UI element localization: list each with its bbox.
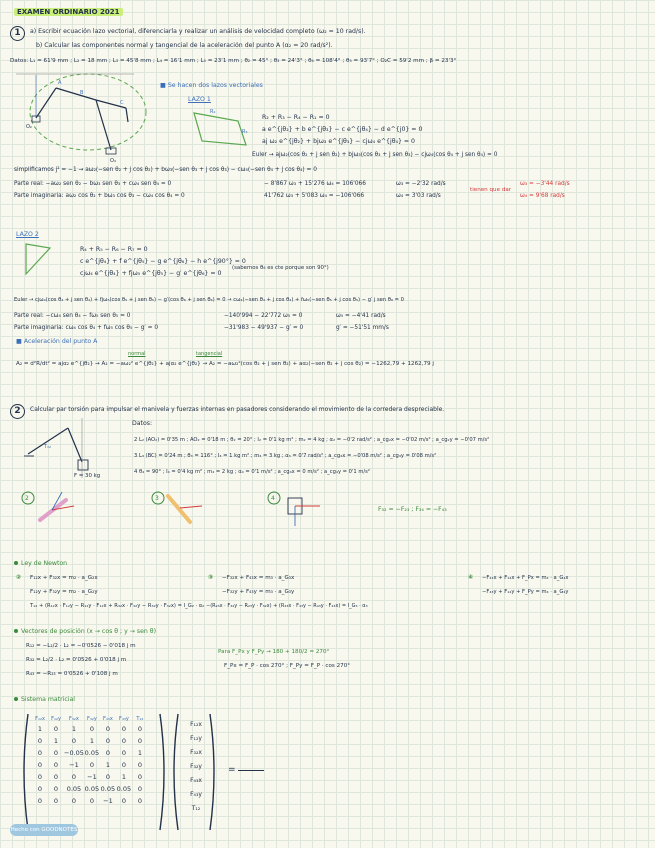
matrix-cell: 0 <box>53 749 59 757</box>
matrix-cell: 0 <box>53 785 59 793</box>
newton-link2-eq-c: T₁₂ + (R₁₂x · F₁₂y − R₁₂y · F₁₂x + R₃₂x · F₃₂y − R₃₂y · F₃₂x) = I_G₂ · α₂ <box>30 603 205 609</box>
unknown-entry: T₁₂ <box>191 805 201 812</box>
matrix-cell: 1 <box>89 737 94 745</box>
lazo2-imag: Parte imaginaria: cω₄ cos θ₄ + fω₅ cos θ₅ − g′ = 0 <box>14 325 159 331</box>
position-bullet <box>14 629 18 633</box>
matrix-equals: = <box>228 765 236 775</box>
matrix-cell: 0 <box>53 773 59 781</box>
matrix-cell: 0 <box>37 797 43 805</box>
newton-link3-eq-b: −F₃₂y + F₄₃y = m₃ · a_G₃y <box>222 589 295 595</box>
matrix-cell: 1 <box>121 773 126 781</box>
lazo1-label: LAZO 1 <box>188 96 211 103</box>
svg-text:C: C <box>120 100 124 106</box>
newton-link3-label: ③ <box>208 574 214 581</box>
matrix-cell: 0 <box>37 737 43 745</box>
lazo2-eq3: cjω₄ e^{jθ₄} + fjω₅ e^{jθ₅} − g′ e^{jθ₆} = 0 <box>80 270 222 277</box>
unknown-entry: F₁₂y <box>190 735 202 742</box>
svg-text:2: 2 <box>25 495 29 502</box>
matrix-cell: 0 <box>37 749 43 757</box>
matrix-header-cell: T₁₂ <box>136 715 144 722</box>
svg-text:A: A <box>58 80 62 86</box>
matrix-cell: 0 <box>137 725 142 733</box>
gprime-result: g′ = −51'51 mm/s <box>336 325 389 331</box>
fbd-link4 <box>266 486 330 530</box>
lazo2-eq2: c e^{jθ₄} + f e^{jθ₅} − g e^{jθ₆} − h e^{j90°} = 0 <box>80 258 246 265</box>
lazo1-eq3: aj ω₂ e^{jθ₂} + bjω₃ e^{jθ₃} − cjω₄ e^{jθ₄} = 0 <box>262 138 415 145</box>
matrix-row <box>32 759 148 771</box>
fbd-link2 <box>20 486 78 530</box>
matrix-cell: 0.05 <box>84 785 100 793</box>
matrix-cell: 0 <box>89 761 94 769</box>
question-2-number: 2 <box>10 404 25 419</box>
position-title: Vectores de posición (x → cos θ ; y → sen θ) <box>14 628 156 636</box>
newton-bullet <box>14 561 18 565</box>
omega3-target: ω₃ = −3'44 rad/s <box>520 181 570 187</box>
force-angle-note: Para F_Px y F_Py → 180 + 180/2 = 270° <box>218 649 330 655</box>
matrix-cell: 0 <box>121 725 126 733</box>
omega4-target: ω₄ = 9'68 rad/s <box>520 193 565 199</box>
newton-link3-eq-a: −F₃₂x + F₄₃x = m₃ · a_G₃x <box>222 575 295 581</box>
matrix-header-cell: F₁₂x <box>35 715 45 722</box>
matrix-cell: 0.05 <box>116 785 132 793</box>
matrix-row <box>32 795 148 807</box>
coefficient-matrix <box>32 714 148 807</box>
lazo1-sketch <box>190 105 252 149</box>
q2-mass-label: F = 30 kg <box>74 473 101 479</box>
matrix-header-cell: F₄₃y <box>119 715 129 722</box>
matrix-bullet <box>14 697 18 701</box>
matrix-cell: 0 <box>105 725 110 733</box>
question-1-number: 1 <box>10 26 25 41</box>
newton-link2-label: ② <box>16 574 22 581</box>
matrix-cell: 0 <box>121 737 126 745</box>
svg-text:R₃: R₃ <box>242 129 248 135</box>
q2-data-link3: 3 L₃ (BC) = 0'24 m ; θ₃ = 116° ; I₃ = 1 kg m² ; m₃ = 3 kg ; α₃ = 0'7 rad/s² ; a_cg₃x = −0'08 m/s² ; a_cg₃y = 0'08 m/s² <box>134 453 437 459</box>
fbd-link3 <box>150 486 208 530</box>
matrix-cell: −1 <box>69 761 79 769</box>
svg-text:3: 3 <box>155 495 159 502</box>
q2-mechanism-sketch <box>22 418 102 480</box>
matrix-row <box>32 747 148 759</box>
matrix-cell: 0 <box>121 761 126 769</box>
lazo1-system-a: − 8'867 ω₃ + 15'276 ω₄ = 106'066 <box>264 181 366 187</box>
newton-link2-eq-a: F₁₂x + F₃₂x = m₂ · a_G₂x <box>30 575 98 581</box>
matrix-cell: 0 <box>121 749 126 757</box>
matrix-cell: 1 <box>71 725 77 733</box>
q2-data-link2: 2 L₂ (AO₂) = 0'35 m ; AO₂ = 0'18 m ; θ₂ = 20° ; I₂ = 0'1 kg m² ; m₂ = 4 kg ; α₂ = −0'2 rad/s² ; a_cg₂x = −0'02 m/s² ; a_cg₂y = −0'07 m/s² <box>134 437 490 443</box>
matrix-cell: 1 <box>53 737 59 745</box>
lazo1-imag: Parte imaginaria: aω₂ cos θ₂ + bω₃ cos θ₃ − cω₄ cos θ₄ = 0 <box>14 193 185 199</box>
omega3-result: ω₃ = −2'32 rad/s <box>396 181 446 187</box>
goodnotes-stamp: Hecho con GOODNOTES <box>10 824 78 836</box>
lazo1-real: Parte real: −aω₂ sen θ₂ − bω₃ sen θ₃ + cω₄ sen θ₄ = 0 <box>14 181 172 187</box>
lazo2-real: Parte real: −cω₄ sen θ₄ − fω₅ sen θ₅ = 0 <box>14 313 131 319</box>
q2-data-link4: 4 θ₄ = 90° ; I₄ = 0'4 kg m² ; m₄ = 2 kg ; α₄ = 0'1 m/s² ; a_cg₄x = 0 m/s² ; a_cg₄y = 0'1 m/s² <box>134 469 370 475</box>
accel-tangential-label: tangencial <box>196 351 223 357</box>
matrix-cell: 0 <box>137 737 142 745</box>
unknowns-vector <box>182 718 210 816</box>
matrix-cell: 0 <box>105 749 110 757</box>
simplify-line: simplificamos j² = −1 → aω₂(−sen θ₂ + j cos θ₂) + bω₃(−sen θ₃ + j cos θ₃) − cω₄(−sen θ₄ + j cos θ₄) = 0 <box>14 167 317 173</box>
newton-link4-eq-a: −F₄₃x + F₁₄x + F_Px = m₄ · a_G₄x <box>482 575 569 581</box>
matrix-row <box>32 783 148 795</box>
lazo2-label: LAZO 2 <box>16 231 39 238</box>
matrix-cell: −0.05 <box>64 749 84 757</box>
result-blank <box>238 770 264 771</box>
matrix-row <box>32 723 148 735</box>
matrix-header-cell: F₃₂y <box>87 715 97 722</box>
svg-text:O₂: O₂ <box>26 124 32 130</box>
matrix-cell: 0 <box>89 797 94 805</box>
matrix-cell: 0 <box>137 797 142 805</box>
q2-statement: Calcular par torsión para impulsar el manivela y fuerzas internas en pasadores considerando el movimiento de la corredera despreciable. <box>30 406 445 413</box>
lazo2-eq1: R₄ + R₅ − R₆ − R₇ = 0 <box>80 246 148 253</box>
lazo2-note: (sabemos θ₆ es cte porque son 90°) <box>232 265 329 271</box>
newton-title: Ley de Newton <box>14 560 67 568</box>
matrix-header-cell: F₄₃x <box>103 715 113 722</box>
accel-title: ■ Aceleración del punto A <box>16 338 98 345</box>
matrix-cell: 0.05 <box>84 749 100 757</box>
matrix-cell: 1 <box>105 761 110 769</box>
matrix-cell: 0 <box>71 737 77 745</box>
lazo2-system-b: −31'983 − 49'937 − g′ = 0 <box>224 325 304 331</box>
matrix-cell: 0 <box>105 773 110 781</box>
matrix-row <box>32 771 148 783</box>
matrix-cell: 0 <box>105 737 110 745</box>
unknown-entry: F₄₃x <box>190 777 202 784</box>
q1-part-a: a) Escribir ecuación lazo vectorial, diferenciarla y realizar un análisis de velocidad completo (ω₂ = 10 rad/s). <box>30 28 366 35</box>
unknown-entry: F₃₂x <box>190 749 202 756</box>
unknown-entry: F₃₂y <box>190 763 202 770</box>
svg-text:T₁₂: T₁₂ <box>44 444 52 450</box>
matrix-cell: 0.05 <box>66 785 82 793</box>
matrix-row <box>32 735 148 747</box>
newton-link4-label: ④ <box>468 574 474 581</box>
force-components: F_Px = F_P · cos 270° ; F_Py = F_P · cos 270° <box>224 663 351 669</box>
matrix-cell: 0 <box>137 773 142 781</box>
matrix-cell: 1 <box>137 749 142 757</box>
position-r43: R₄₃ = −R₂₃ = 0'0526 + 0'108 j m <box>26 671 118 677</box>
lazo2-sketch <box>20 240 64 280</box>
newton-link2-eq-b: F₁₂y + F₃₂y = m₂ · a_G₂y <box>30 589 98 595</box>
newton-link3-eq-c: −(R₂₃x · F₃₂y − R₂₃y · F₃₂x) + (R₄₃x · F₄₃y − R₄₃y · F₄₃x) = I_G₃ · α₃ <box>206 603 368 609</box>
matrix-cell: 0 <box>137 785 142 793</box>
matrix-cell: 0 <box>137 761 142 769</box>
unknown-entry: F₁₂x <box>190 721 202 728</box>
matrix-cell: −1 <box>87 773 97 781</box>
matrix-cell: 0.05 <box>100 785 116 793</box>
matrix-cell: 0 <box>37 761 43 769</box>
expected-note: tienen que dar <box>470 187 512 193</box>
matrix-cell: 0 <box>53 725 59 733</box>
matrix-cell: 1 <box>37 725 43 733</box>
unknown-entry: F₄₃y <box>190 791 202 798</box>
newton-link4-eq-b: −F₄₃y + F₁₄y + F_Py = m₄ · a_G₄y <box>482 589 569 595</box>
omega5-result: ω₅ = −4'41 rad/s <box>336 313 386 319</box>
matrix-title: Sistema matricial <box>14 696 75 704</box>
q1-datos: Datos: L₁ = 61'9 mm ; L₂ = 18 mm ; L₃ = 45'8 mm ; L₄ = 16'1 mm ; L₅ = 23'1 mm ; θ₂ = 45° ; θ₃ = 24'3° ; θ₄ = 108'4° ; θ₅ = 93'7° ; O₂C = 59'2 mm ; β = 23'3° <box>10 58 457 64</box>
position-r12: R₁₂ = −L₂/2 · L₂ = −0'0526 − 0'018 j m <box>26 643 136 649</box>
lazo1-eq2: a e^{jθ₂} + b e^{jθ₃} − c e^{jθ₄} − d e^{j0} = 0 <box>262 126 423 133</box>
accel-equation: A₂ = d²R/dt² = ajα₂ e^{jθ₂} → A₂ = −aω₂² e^{jθ₂} + ajα₂ e^{jθ₂} → A₂ = −aω₂²(cos θ₂ + j sen θ₂) + aα₂(−sen θ₂ + j cos θ₂) = −1262,79 + 1262,79 j <box>16 361 434 367</box>
lazo1-euler: Euler → ajω₂(cos θ₂ + j sen θ₂) + bjω₃(cos θ₃ + j sen θ₃) − cjω₄(cos θ₄ + j sen θ₄) = 0 <box>252 152 498 158</box>
matrix-cell: 0 <box>71 797 77 805</box>
exam-title: EXAMEN ORDINARIO 2021 <box>14 8 123 16</box>
mechanism-sketch <box>16 70 151 164</box>
lazo2-system-a: −140'994 − 22'772 ω₅ = 0 <box>224 313 303 319</box>
matrix-header-cell: F₁₂y <box>51 715 61 722</box>
lazo1-system-b: 41'762 ω₃ + 5'083 ω₄ = −106'066 <box>264 193 365 199</box>
svg-text:R₂: R₂ <box>210 109 216 115</box>
svg-text:B: B <box>80 90 84 96</box>
matrix-cell: −1 <box>103 797 113 805</box>
omega4-result: ω₄ = 3'03 rad/s <box>396 193 441 199</box>
q1-part-b: b) Calcular las componentes normal y tangencial de la aceleración del punto A (α₂ = 20 rad/s²). <box>36 42 333 49</box>
lazo1-eq1: R₂ + R₃ − R₄ − R₁ = 0 <box>262 114 330 121</box>
lazo2-euler: Euler → cjω₄(cos θ₄ + j sen θ₄) + fjω₅(cos θ₅ + j sen θ₅) − g′(cos θ₆ + j sen θ₆) = 0 → cω₄(−sen θ₄ + j cos θ₄) + fω₅(−sen θ₅ + j cos θ₅) − g′ j sen θ₆ = 0 <box>14 297 404 303</box>
fbd-force-relation: F₃₂ = −F₂₃ ; F₃₄ = −F₄₃ <box>378 506 447 513</box>
matrix-header-cell: F₃₂x <box>69 715 79 722</box>
matrix-cell: 0 <box>53 797 59 805</box>
q2-datos-label: Datos: <box>132 420 153 427</box>
matrix-cell: 0 <box>37 773 43 781</box>
matrix-cell: 0 <box>37 785 43 793</box>
position-r32: R₃₂ = L₂/2 · L₂ = 0'0526 + 0'018 j m <box>26 657 127 663</box>
accel-normal-label: normal <box>128 351 146 357</box>
matrix-cell: 0 <box>53 761 59 769</box>
svg-text:4: 4 <box>271 495 275 502</box>
matrix-cell: 0 <box>121 797 126 805</box>
loops-title: ■ Se hacen dos lazos vectoriales <box>160 82 263 89</box>
matrix-cell: 0 <box>71 773 77 781</box>
svg-text:O₄: O₄ <box>110 158 116 164</box>
matrix-cell: 0 <box>89 725 94 733</box>
